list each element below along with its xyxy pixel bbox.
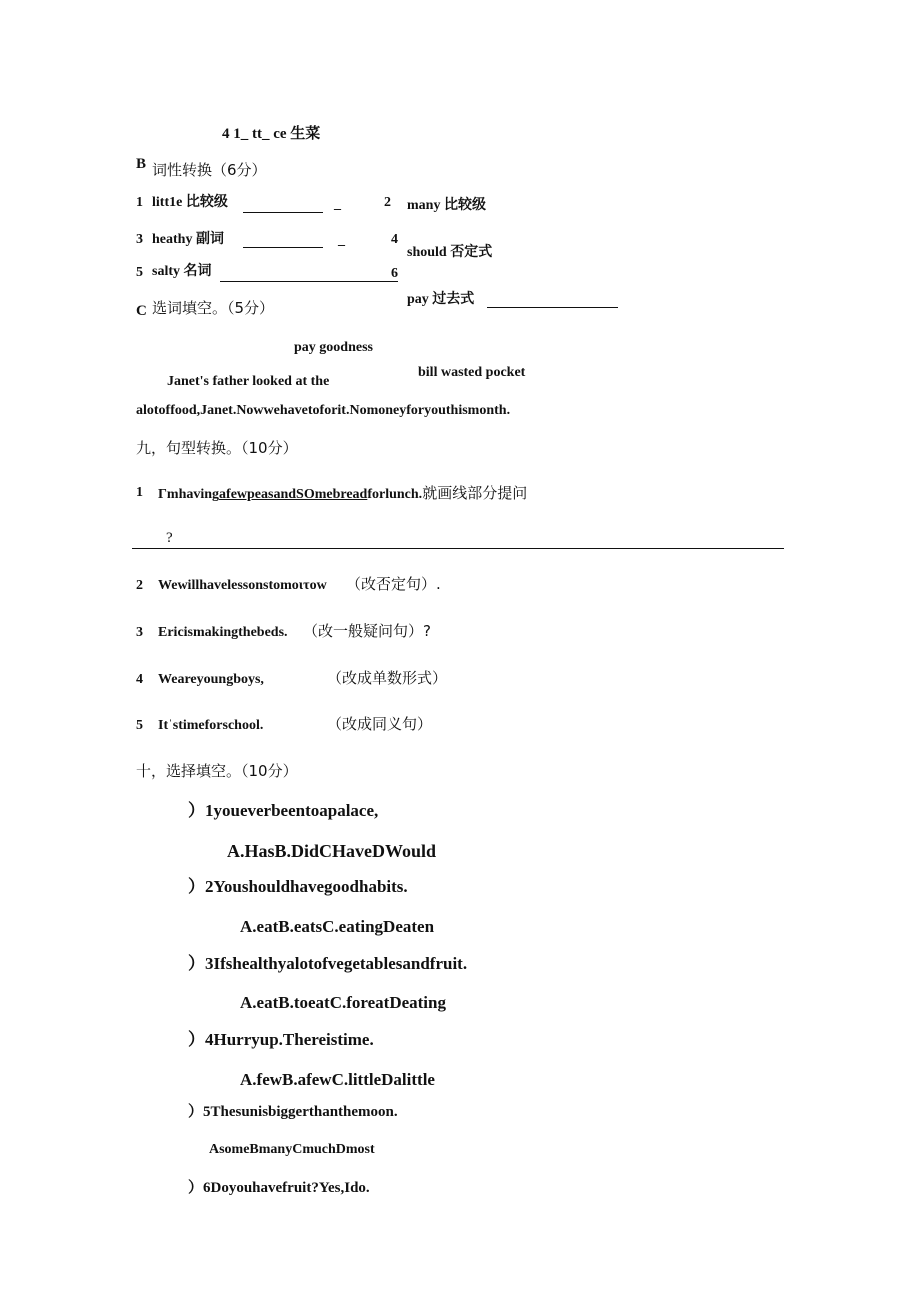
- item-number: 4: [391, 232, 398, 247]
- instruction: （改成同义句）: [327, 715, 433, 733]
- item-word: should 否定式: [407, 245, 493, 260]
- blank-tail: _: [334, 197, 341, 212]
- word-bank: bill wasted pocket: [418, 365, 526, 380]
- answer-line[interactable]: [132, 548, 784, 549]
- options: A.eatB.eatsC.eatingDeaten: [240, 917, 435, 936]
- item-word: litt1e 比较级: [152, 195, 228, 210]
- sentence: [158, 486, 527, 502]
- section-c-title: 选词填空。（5分）: [152, 299, 275, 317]
- sentence: Itˈstimeforschool.: [158, 718, 264, 733]
- question: ）2Youshouldhavegoodhabits.: [188, 877, 408, 896]
- instruction: （改否定句）.: [346, 575, 441, 593]
- item-number: 5: [136, 265, 143, 280]
- item-number: 5: [136, 718, 143, 733]
- section-10-title: 十，选择填空。（10分）: [136, 762, 298, 780]
- answer-blank[interactable]: [220, 281, 398, 282]
- question: ）6Doyouhavefruit?Yes,Ido.: [188, 1180, 370, 1196]
- section-b-title: 词性转换（6分）: [152, 161, 267, 179]
- item-number: 1: [136, 195, 143, 210]
- passage-line: alotoffood,Janet.Nowwehavetoforit.Nomoneyforyouthismonth.: [136, 403, 511, 418]
- sentence-part: forlunch.: [367, 487, 423, 502]
- section-b-letter: B: [136, 156, 147, 172]
- sentence: Wewillhavelessonstomoιτow: [158, 578, 327, 593]
- word-bank: pay goodness: [294, 340, 373, 355]
- instruction: （改一般疑问句）?: [303, 622, 431, 640]
- answer-blank[interactable]: [243, 247, 323, 248]
- sentence-part: Γmhaving: [158, 487, 220, 502]
- section-9-title: 九，句型转换。（10分）: [136, 439, 298, 457]
- item-number: 4: [136, 672, 143, 687]
- options: A.eatB.toeatC.foreatDeating: [240, 993, 446, 1012]
- item-number: 1: [136, 485, 143, 500]
- item-word: pay 过去式: [407, 292, 475, 307]
- answer-blank[interactable]: [243, 212, 323, 213]
- item-number: 3: [136, 232, 143, 247]
- item-number: 6: [391, 266, 398, 281]
- question: ）5Thesunisbiggerthanthemoon.: [188, 1104, 398, 1120]
- blank-tail: _: [338, 233, 345, 248]
- answer-blank[interactable]: [487, 307, 618, 308]
- item-word: many 比较级: [407, 198, 486, 213]
- item-number: 2: [136, 578, 143, 593]
- options: A.HasB.DidCHaveDWould: [227, 841, 437, 861]
- passage-line: Janet's father looked at the: [167, 374, 330, 389]
- question: ）1youeverbeentoapalace,: [188, 801, 379, 820]
- item-word: heathy 副词: [152, 232, 224, 247]
- section-c-letter: C: [136, 303, 147, 319]
- item-number: 2: [384, 195, 391, 210]
- question: ）4Hurryup.Thereistime.: [188, 1030, 374, 1049]
- underlined-phrase: afewpeasandSOmebread: [219, 487, 368, 502]
- options: A.fewB.afewC.littleDalittle: [240, 1070, 435, 1089]
- question: ）3Ifshealthyalotofvegetablesandfruit.: [188, 954, 468, 973]
- lettuce-line: 4 1_ tt_ ce 生菜: [222, 126, 321, 142]
- instruction: 就画线部分提问: [422, 484, 528, 502]
- item-word: salty 名词: [152, 264, 212, 279]
- options: AsomeBmanyCmuchDmost: [209, 1142, 375, 1157]
- question-mark: ?: [166, 530, 173, 546]
- instruction: （改成单数形式）: [327, 669, 448, 687]
- item-number: 3: [136, 625, 143, 640]
- sentence: Ericismakingthebeds.: [158, 625, 288, 640]
- sentence: Weareyoungboys,: [158, 672, 264, 687]
